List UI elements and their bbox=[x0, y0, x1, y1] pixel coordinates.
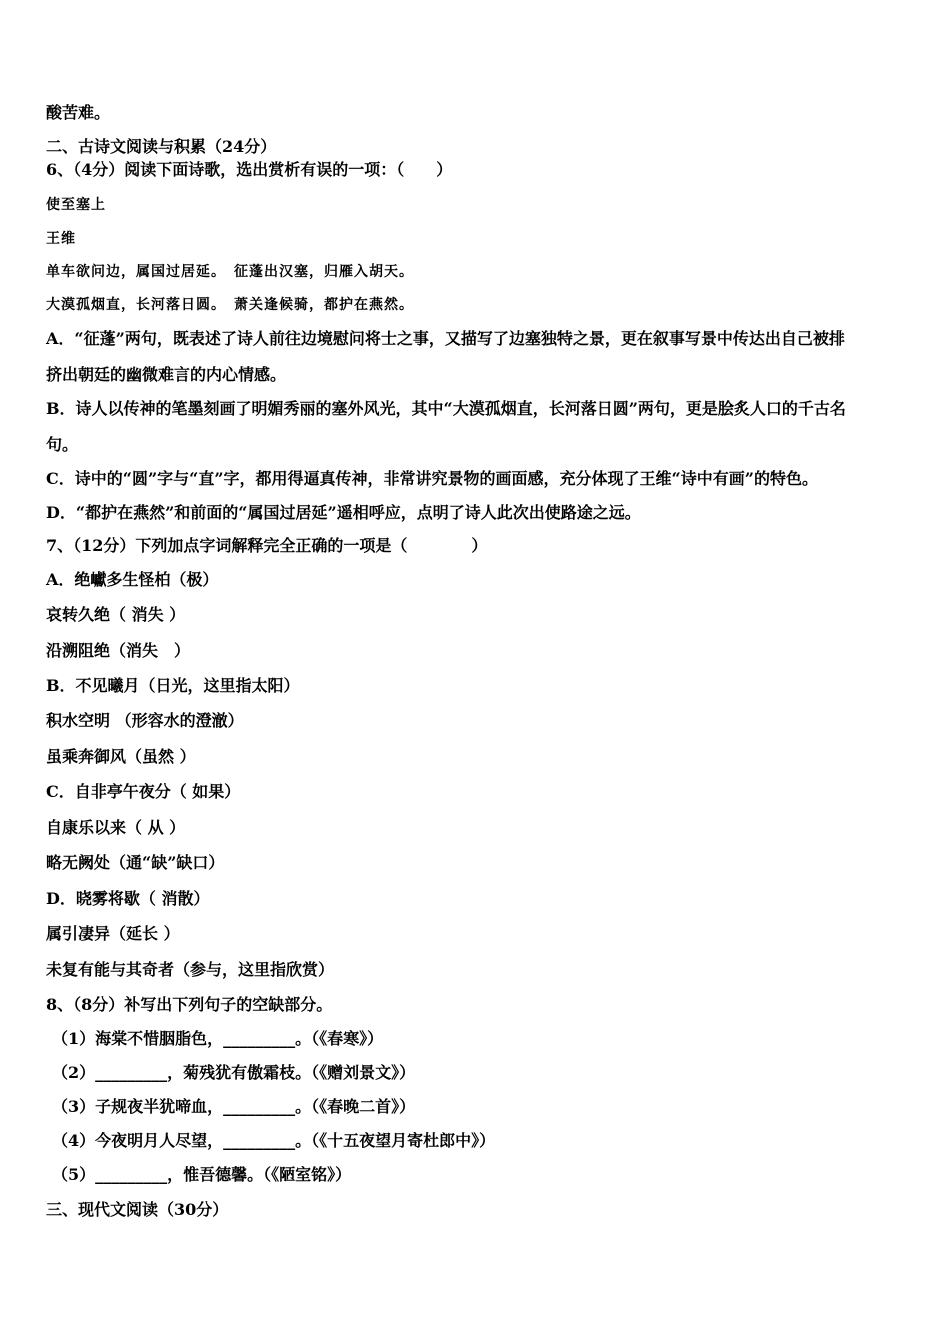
question-8-stem: 8、（8分）补写出下列句子的空缺部分。 bbox=[46, 995, 333, 1014]
poem-title: 使至塞上 bbox=[46, 197, 106, 213]
option-c: C．自非亭午夜分（ 如果） bbox=[46, 782, 241, 801]
option-line: 未复有能与其奇者（参与，这里指欣赏） bbox=[46, 960, 335, 979]
option-line: 哀转久绝（ 消失 ） bbox=[46, 605, 186, 624]
option-a-continued: 挤出朝廷的幽微难言的内心情感。 bbox=[46, 365, 287, 384]
poem-line: 大漠孤烟直，长河落日圆。 萧关逢候骑，都护在燕然。 bbox=[46, 297, 414, 313]
option-line: 沿溯阻绝（消失 ） bbox=[46, 641, 191, 660]
option-b: B．诗人以传神的笔墨刻画了明媚秀丽的塞外风光，其中“大漠孤烟直，长河落日圆”两句，更是脍炙人口的千古名 bbox=[46, 399, 846, 418]
option-b: B．不见曦月（日光，这里指太阳） bbox=[46, 676, 300, 695]
option-d: D．“都护在燕然”和前面的“属国过居延”遥相呼应，点明了诗人此次出使路途之远。 bbox=[46, 503, 641, 522]
option-line: 自康乐以来（ 从 ） bbox=[46, 818, 186, 837]
fill-blank-item: （2）_________，菊残犹有傲霜枝。（《赠刘景文》） bbox=[52, 1063, 416, 1082]
section-heading: 三、现代文阅读（30分） bbox=[46, 1200, 229, 1219]
question-6-stem: 6、（4分）阅读下面诗歌，选出赏析有误的一项：（ ） bbox=[46, 160, 453, 179]
fill-blank-item: （5）_________，惟吾德馨。（《陋室铭》） bbox=[52, 1165, 352, 1184]
fill-blank-item: （1）海棠不惜胭脂色，_________。（《春寒》） bbox=[52, 1029, 384, 1048]
fill-blank-item: （4）今夜明月人尽望，_________。（《十五夜望月寄杜郎中》） bbox=[52, 1131, 496, 1150]
text-line: 酸苦难。 bbox=[46, 103, 111, 122]
option-line: 属引凄异（延长 ） bbox=[46, 924, 180, 943]
section-heading: 二、古诗文阅读与积累（24分） bbox=[46, 137, 277, 156]
poem-author: 王维 bbox=[46, 231, 76, 247]
option-c: C．诗中的“圆”字与“直”字，都用得逼真传神，非常讲究景物的画面感，充分体现了王维“诗中有画”的特色。 bbox=[46, 469, 818, 488]
option-line: 虽乘奔御风（虽然 ） bbox=[46, 747, 196, 766]
option-line: 略无阙处（通“缺”缺口） bbox=[46, 853, 225, 872]
option-d: D．晓雾将歇（ 消散） bbox=[46, 889, 210, 908]
option-a: A．绝巘多生怪柏（极） bbox=[46, 570, 219, 589]
question-7-stem: 7、（12分）下列加点字词解释完全正确的一项是（ ） bbox=[46, 536, 488, 555]
option-b-continued: 句。 bbox=[46, 435, 79, 454]
option-line: 积水空明 （形容水的澄澈） bbox=[46, 711, 244, 730]
option-a: A．“征蓬”两句，既表述了诗人前往边境慰问将士之事，又描写了边塞独特之景，更在叙事写景中传达出自己被排 bbox=[46, 329, 845, 348]
fill-blank-item: （3）子规夜半犹啼血，_________。（《春晚二首》） bbox=[52, 1097, 416, 1116]
poem-line: 单车欲问边，属国过居延。 征蓬出汉塞，归雁入胡天。 bbox=[46, 264, 414, 280]
